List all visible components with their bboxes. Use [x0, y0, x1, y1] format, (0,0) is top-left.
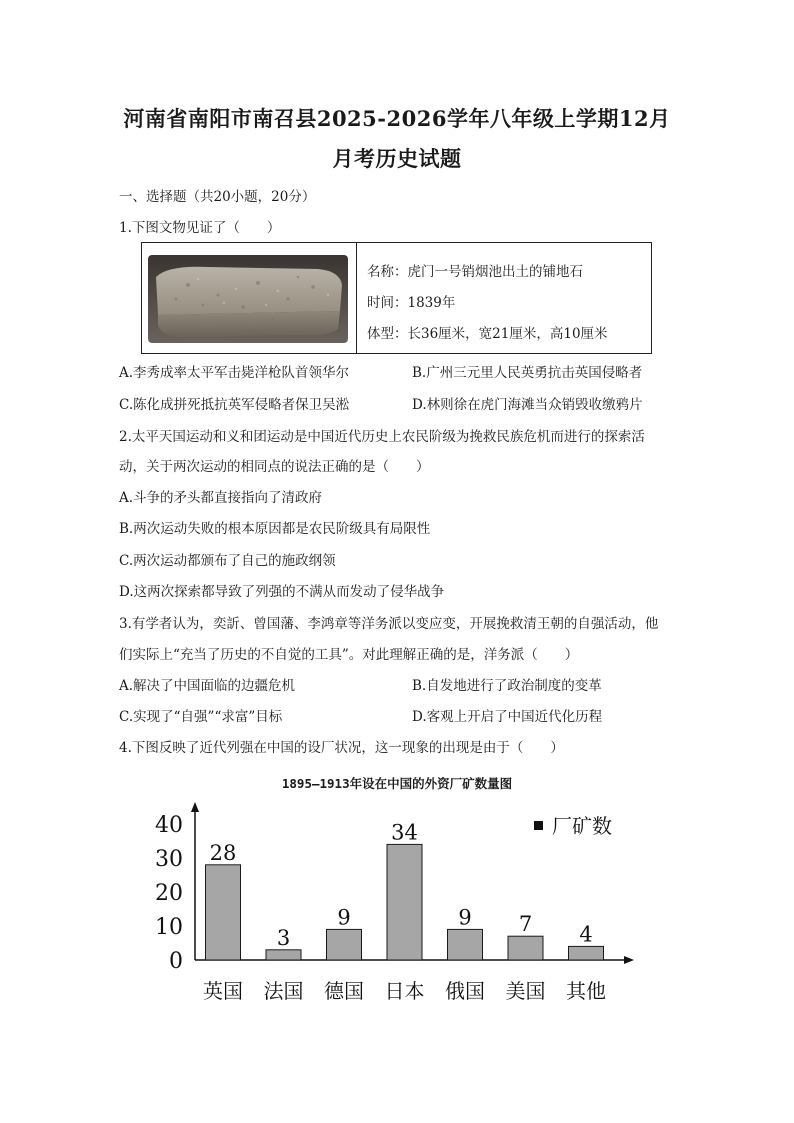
artifact-name: 名称：虎门一号销烟池出土的铺地石	[367, 264, 583, 280]
x-category-label: 法国	[263, 979, 304, 1003]
q3-option-a: A.解决了中国面临的边疆危机	[119, 678, 296, 694]
q4-stem: 4.下图反映了近代列强在中国的设厂状况，这一现象的出现是由于（ ）	[119, 740, 564, 756]
bar-6	[508, 936, 543, 960]
bar-4	[387, 844, 422, 960]
bar-1	[206, 865, 241, 960]
q2-option-c: C.两次运动都颁布了自己的施政纲领	[119, 553, 336, 569]
bar-value-label: 3	[276, 925, 291, 950]
artifact-size: 体型：长36厘米，宽21厘米，高10厘米	[367, 326, 608, 342]
x-category-label: 美国	[505, 979, 546, 1003]
chart-bars	[206, 844, 604, 960]
y-tick-label: 10	[155, 915, 183, 940]
bar-value-label: 9	[337, 905, 351, 930]
x-category-label: 其他	[566, 979, 606, 1003]
paper-title-line2: 月考历史试题	[332, 146, 462, 171]
legend-label: 厂矿数	[552, 814, 612, 838]
x-axis-arrow	[624, 956, 634, 964]
q2-stem-line2: 动，关于两次运动的相同点的说法正确的是（ ）	[119, 459, 430, 475]
q1-option-b: B.广州三元里人民英勇抗击英国侵略者	[412, 365, 643, 381]
q2-option-d: D.这两次探索都导致了列强的不满从而发动了侵华战争	[119, 584, 445, 600]
q1-option-a: A.李秀成率太平军击毙洋枪队首领华尔	[119, 365, 350, 381]
section-heading: 一、选择题（共20小题，20分）	[119, 189, 316, 205]
q3-option-b: B.自发地进行了政治制度的变革	[412, 678, 602, 694]
y-tick-label: 30	[155, 847, 183, 872]
bar-value-label: 7	[518, 912, 533, 937]
q1-option-c: C.陈化成拼死抵抗英军侵略者保卫吴淞	[119, 397, 350, 413]
legend-swatch	[534, 821, 543, 830]
q3-option-c: C.实现了“自强”“求富”目标	[119, 709, 283, 725]
paving-stone-image	[148, 255, 348, 343]
y-axis-arrow	[191, 802, 199, 812]
x-category-label: 日本	[384, 979, 425, 1003]
y-tick-label: 40	[155, 813, 183, 838]
x-category-label: 德国	[324, 979, 364, 1003]
y-tick-label: 20	[155, 881, 183, 906]
chart-legend	[534, 814, 612, 838]
q1-option-d: D.林则徐在虎门海滩当众销毁收缴鸦片	[412, 397, 643, 413]
factory-count-bar-chart	[140, 800, 660, 1010]
q2-option-b: B.两次运动失败的根本原因都是农民阶级具有局限性	[119, 521, 431, 537]
chart-title: 1895–1913年设在中国的外资厂矿数量图	[281, 776, 513, 791]
q1-stem: 1.下图文物见证了（ ）	[119, 220, 281, 236]
q3-stem-line1: 3.有学者认为，奕訢、曾国藩、李鸿章等洋务派以变应变，开展挽救清王朝的自强活动，他	[119, 616, 659, 632]
q3-stem-line2: 们实际上“充当了历史的不自觉的工具”。对此理解正确的是，洋务派（ ）	[119, 647, 579, 663]
bar-value-label: 4	[579, 922, 593, 947]
bar-2	[266, 950, 301, 960]
artifact-photo	[148, 255, 348, 343]
bar-value-label: 9	[458, 905, 472, 930]
x-category-label: 英国	[203, 979, 243, 1003]
q2-option-a: A.斗争的矛头都直接指向了清政府	[119, 490, 323, 506]
bar-value-label: 34	[391, 820, 418, 845]
paper-title-line1: 河南省南阳市南召县2025-2026学年八年级上学期12月	[123, 106, 671, 131]
table-divider	[356, 243, 357, 353]
artifact-time: 时间：1839年	[367, 295, 456, 311]
q3-option-d: D.客观上开启了中国近代化历程	[412, 709, 603, 725]
bar-5	[448, 929, 483, 960]
bar-7	[569, 946, 604, 960]
artifact-table	[141, 242, 652, 354]
q2-stem-line1: 2.太平天国运动和义和团运动是中国近代历史上农民阶级为挽救民族危机而进行的探索活	[119, 429, 645, 445]
bar-3	[327, 929, 362, 960]
y-tick-label: 0	[169, 949, 183, 974]
bar-value-label: 28	[209, 840, 237, 865]
x-category-label: 俄国	[445, 979, 485, 1003]
